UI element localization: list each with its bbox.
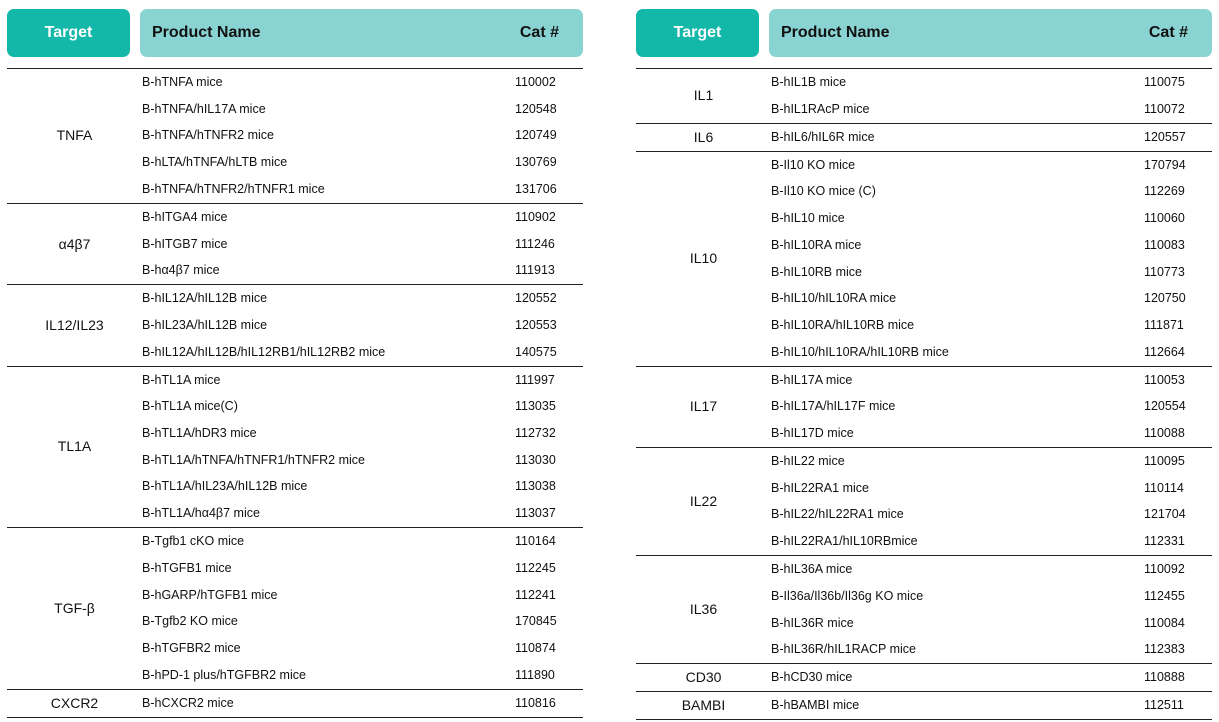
- product-name-cell: B-hTL1A/hTNFA/hTNFR1/hTNFR2 mice: [142, 452, 365, 467]
- cat-number-cell: 121704: [1144, 507, 1186, 522]
- product-name-cell: B-hIL10/hIL10RA/hIL10RB mice: [771, 344, 949, 359]
- cat-number-cell: 111997: [515, 372, 555, 387]
- cat-number-cell: 110888: [1144, 670, 1185, 685]
- cat-number-cell: 112732: [515, 426, 556, 440]
- target-cell: IL10: [689, 250, 718, 267]
- cat-number-cell: 120557: [1144, 129, 1186, 144]
- product-name-cell: B-hIL17D mice: [771, 426, 854, 440]
- cat-number-cell: 110088: [1144, 426, 1185, 440]
- product-name-cell: B-hIL12A/hIL12B mice: [142, 291, 268, 306]
- cat-number-cell: 111246: [515, 236, 555, 251]
- target-cell: IL6: [693, 128, 714, 145]
- group-divider: [636, 123, 1212, 124]
- product-name-cell: B-hTNFA/hTNFR2/hTNFR1 mice: [142, 181, 325, 196]
- product-name-cell: B-hTL1A/hIL23A/hIL12B mice: [142, 479, 308, 494]
- cat-number-cell: 110092: [1144, 562, 1185, 577]
- target-cell: CXCR2: [50, 694, 99, 711]
- product-name-cell: B-Tgfb1 cKO mice: [142, 534, 245, 549]
- product-name-cell: B-Il10 KO mice: [771, 157, 856, 172]
- cat-number-cell: 110002: [515, 75, 556, 89]
- cat-number-cell: 170794: [1144, 157, 1186, 172]
- cat-number-cell: 110060: [1144, 211, 1185, 226]
- cat-number-cell: 112455: [1144, 588, 1185, 603]
- cat-number-cell: 120553: [515, 317, 557, 332]
- cat-number-cell: 113037: [515, 506, 556, 521]
- cat-number-cell: 140575: [515, 344, 557, 359]
- target-cell: IL36: [689, 601, 718, 618]
- cat-number-cell: 120554: [1144, 399, 1186, 414]
- cat-number-cell: 120552: [515, 291, 557, 306]
- group-divider: [636, 663, 1212, 664]
- product-name-cell: B-hTL1A mice: [142, 372, 221, 387]
- table-bottom-rule: [636, 719, 1212, 720]
- product-name-cell: B-hITGB7 mice: [142, 236, 228, 251]
- cat-number-cell: 111913: [515, 263, 555, 278]
- product-name-cell: B-hIL36A mice: [771, 562, 853, 577]
- cat-number-cell: 113030: [515, 452, 556, 467]
- target-header-label: Target: [673, 24, 722, 41]
- target-cell: BAMBI: [681, 697, 726, 714]
- cat-number-cell: 113038: [515, 479, 556, 494]
- group-divider: [7, 689, 583, 690]
- cat-number-cell: 112664: [1144, 344, 1185, 359]
- product-name-cell: B-hBAMBI mice: [771, 698, 860, 713]
- cat-number-cell: 113035: [515, 399, 556, 414]
- cat-number-cell: 110874: [515, 640, 556, 655]
- product-name-cell: B-Tgfb2 KO mice: [142, 614, 238, 629]
- cat-number-cell: 110164: [515, 534, 556, 549]
- product-name-cell: B-hIL22 mice: [771, 454, 845, 468]
- product-name-cell: B-hIL10RB mice: [771, 264, 863, 279]
- target-header-label: Target: [44, 24, 93, 41]
- target-header: [7, 9, 130, 57]
- cat-number-cell: 110095: [1144, 454, 1185, 468]
- product-name-cell: B-hTL1A mice(C): [142, 399, 238, 414]
- cat-number-cell: 110083: [1144, 237, 1185, 252]
- group-divider: [7, 366, 583, 367]
- product-name-cell: B-hα4β7 mice: [142, 263, 220, 278]
- product-name-cell: B-hTNFA/hIL17A mice: [142, 101, 266, 116]
- product-name-cell: B-hIL12A/hIL12B/hIL12RB1/hIL12RB2 mice: [142, 344, 386, 359]
- product-name-cell: B-hIL17A/hIL17F mice: [771, 399, 896, 414]
- group-divider: [7, 68, 583, 69]
- product-name-cell: B-hGARP/hTGFB1 mice: [142, 587, 278, 602]
- cat-number-cell: 131706: [515, 181, 557, 196]
- product-name-cell: B-hIL22/hIL22RA1 mice: [771, 507, 904, 522]
- group-divider: [636, 691, 1212, 692]
- product-name-cell: B-hIL36R mice: [771, 615, 854, 630]
- product-name-cell: B-hCD30 mice: [771, 670, 853, 685]
- cat-number-cell: 110084: [1144, 615, 1185, 630]
- product-name-header-label: Product Name: [152, 24, 261, 41]
- product-name-cell: B-hTGFB1 mice: [142, 560, 232, 575]
- product-header: [769, 9, 1212, 57]
- cat-number-cell: 130769: [515, 155, 557, 170]
- target-cell: IL12/IL23: [45, 316, 104, 333]
- product-name-header-label: Product Name: [781, 24, 890, 41]
- cat-number-cell: 112269: [1144, 184, 1185, 199]
- product-header: [140, 9, 583, 57]
- product-name-cell: B-hTGFBR2 mice: [142, 640, 241, 655]
- cat-header-label: Cat #: [1148, 24, 1188, 41]
- cat-number-cell: 110114: [1144, 480, 1184, 495]
- cat-number-cell: 112511: [1144, 698, 1184, 713]
- cat-number-cell: 112241: [515, 587, 556, 602]
- product-name-cell: B-hTNFA/hTNFR2 mice: [142, 128, 274, 143]
- target-cell: IL17: [689, 398, 718, 415]
- cat-number-cell: 110053: [1144, 372, 1185, 387]
- product-name-cell: B-hIL23A/hIL12B mice: [142, 317, 268, 332]
- cat-number-cell: 120750: [1144, 291, 1186, 306]
- product-name-cell: B-hLTA/hTNFA/hLTB mice: [142, 155, 288, 170]
- cat-number-cell: 111871: [1144, 317, 1184, 332]
- product-name-cell: B-hIL17A mice: [771, 372, 853, 387]
- cat-number-cell: 120749: [515, 128, 557, 143]
- product-name-cell: B-hIL1RAcP mice: [771, 101, 870, 116]
- product-name-cell: B-Il10 KO mice (C): [771, 184, 876, 199]
- cat-number-cell: 110075: [1144, 75, 1185, 89]
- target-cell: TNFA: [56, 127, 93, 144]
- cat-number-cell: 110902: [515, 209, 556, 224]
- table-bottom-rule: [7, 717, 583, 718]
- cat-header-label: Cat #: [519, 24, 559, 41]
- group-divider: [7, 203, 583, 204]
- target-cell: IL22: [689, 493, 718, 510]
- group-divider: [7, 284, 583, 285]
- product-name-cell: B-hITGA4 mice: [142, 209, 228, 224]
- cat-number-cell: 110773: [1144, 264, 1185, 279]
- cat-number-cell: 112245: [515, 560, 556, 575]
- product-name-cell: B-hIL10RA/hIL10RB mice: [771, 317, 915, 332]
- product-name-cell: B-hTL1A/hDR3 mice: [142, 426, 257, 440]
- product-name-cell: B-hPD-1 plus/hTGFBR2 mice: [142, 667, 306, 682]
- cat-number-cell: 111890: [515, 667, 555, 682]
- product-name-cell: B-hIL6/hIL6R mice: [771, 129, 875, 144]
- group-divider: [636, 555, 1212, 556]
- group-divider: [636, 68, 1212, 69]
- product-name-cell: B-hIL22RA1 mice: [771, 480, 869, 495]
- cat-number-cell: 112331: [1144, 534, 1185, 549]
- cat-number-cell: 120548: [515, 101, 557, 116]
- product-name-cell: B-hTNFA mice: [142, 75, 223, 89]
- cat-number-cell: 110072: [1144, 101, 1185, 116]
- product-name-cell: B-hCXCR2 mice: [142, 695, 234, 710]
- cat-number-cell: 112383: [1144, 642, 1185, 657]
- product-name-cell: B-hIL10/hIL10RA mice: [771, 291, 897, 306]
- group-divider: [636, 447, 1212, 448]
- group-divider: [636, 151, 1212, 152]
- product-name-cell: B-hIL22RA1/hIL10RBmice: [771, 534, 918, 549]
- product-name-cell: B-hTL1A/hα4β7 mice: [142, 506, 260, 521]
- target-cell: CD30: [685, 669, 722, 686]
- product-name-cell: B-hIL36R/hIL1RACP mice: [771, 642, 916, 657]
- product-name-cell: B-hIL10 mice: [771, 211, 845, 226]
- target-cell: α4β7: [58, 235, 91, 252]
- product-name-cell: B-hIL1B mice: [771, 75, 847, 89]
- product-name-cell: B-Il36a/Il36b/Il36g KO mice: [771, 588, 924, 603]
- target-cell: TGF-β: [54, 599, 95, 616]
- group-divider: [7, 527, 583, 528]
- target-header: [636, 9, 759, 57]
- product-name-cell: B-hIL10RA mice: [771, 237, 862, 252]
- cat-number-cell: 170845: [515, 614, 557, 629]
- cat-number-cell: 110816: [515, 695, 556, 710]
- target-cell: IL1: [693, 87, 714, 104]
- group-divider: [636, 366, 1212, 367]
- target-cell: TL1A: [57, 438, 92, 455]
